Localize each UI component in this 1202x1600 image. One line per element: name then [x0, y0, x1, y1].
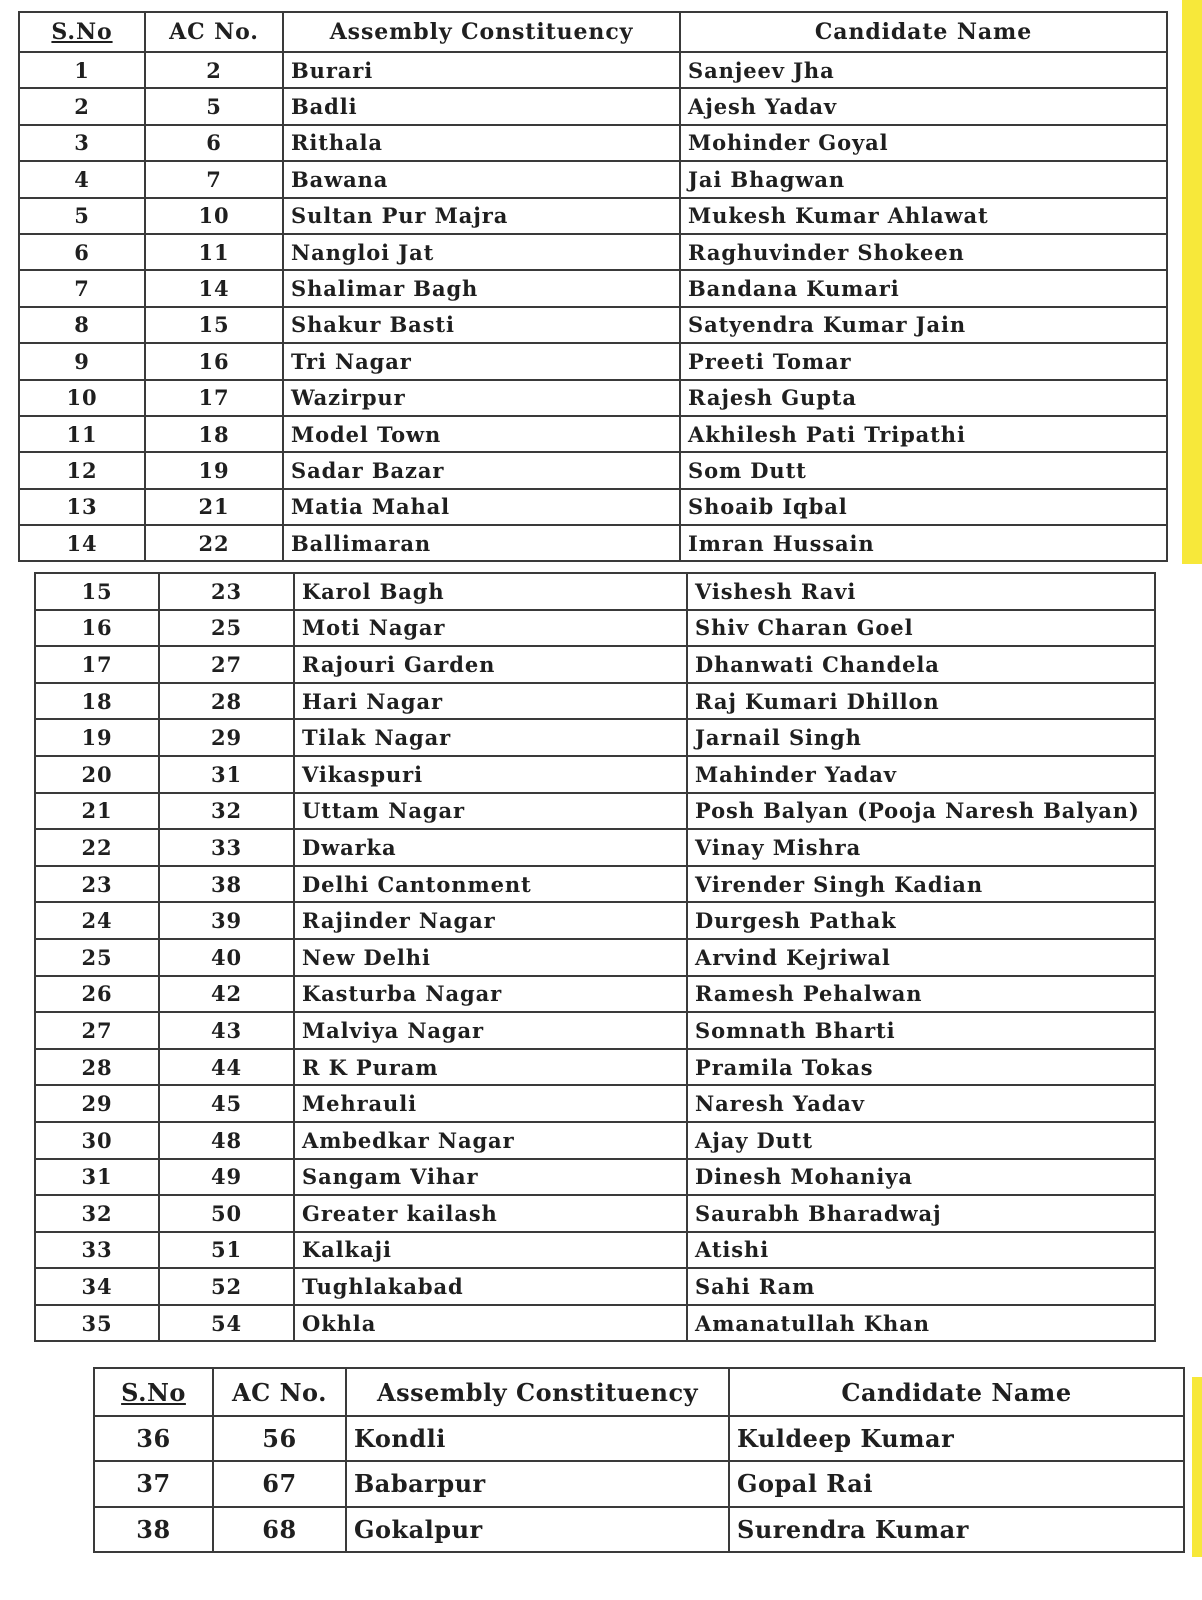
constituency-cell: Karol Bagh	[294, 573, 687, 610]
candidate-cell: Jai Bhagwan	[680, 161, 1167, 197]
ac-no-cell: 67	[213, 1461, 346, 1506]
candidate-cell: Virender Singh Kadian	[687, 866, 1155, 903]
table-row	[35, 866, 1155, 903]
ac-no-cell: 16	[145, 343, 283, 379]
constituency-cell: Tilak Nagar	[294, 719, 687, 756]
sno-cell: 27	[35, 1012, 159, 1049]
table-row	[19, 125, 1167, 161]
constituency-cell: Sultan Pur Majra	[283, 198, 680, 234]
ac-no-cell: 50	[159, 1195, 294, 1232]
sno-cell: 31	[35, 1159, 159, 1196]
header-ac-no: AC No.	[145, 12, 283, 52]
constituency-cell: Burari	[283, 52, 680, 88]
candidate-cell: Vishesh Ravi	[687, 573, 1155, 610]
constituency-cell: Gokalpur	[346, 1507, 729, 1552]
table-row	[35, 1232, 1155, 1269]
constituency-cell: Kasturba Nagar	[294, 976, 687, 1013]
sno-cell: 3	[19, 125, 145, 161]
sno-cell: 25	[35, 939, 159, 976]
candidate-cell: Posh Balyan (Pooja Naresh Balyan)	[687, 793, 1155, 830]
constituency-cell: Delhi Cantonment	[294, 866, 687, 903]
header-sno: S.No	[19, 12, 145, 52]
candidate-cell: Raj Kumari Dhillon	[687, 683, 1155, 720]
table-row	[35, 1012, 1155, 1049]
sno-cell: 7	[19, 270, 145, 306]
constituency-cell: Babarpur	[346, 1461, 729, 1506]
constituency-cell: Hari Nagar	[294, 683, 687, 720]
table-row	[19, 343, 1167, 379]
candidate-cell: Sanjeev Jha	[680, 52, 1167, 88]
ac-no-cell: 42	[159, 976, 294, 1013]
constituency-cell: Sadar Bazar	[283, 452, 680, 488]
table-row	[19, 452, 1167, 488]
header-candidate: Candidate Name	[680, 12, 1167, 52]
constituency-cell: Sangam Vihar	[294, 1159, 687, 1196]
candidate-cell: Naresh Yadav	[687, 1085, 1155, 1122]
ac-no-cell: 23	[159, 573, 294, 610]
candidate-cell: Som Dutt	[680, 452, 1167, 488]
table-row	[19, 234, 1167, 270]
ac-no-cell: 14	[145, 270, 283, 306]
ac-no-cell: 54	[159, 1305, 294, 1342]
table-row	[35, 902, 1155, 939]
table-row	[19, 88, 1167, 124]
ac-no-cell: 25	[159, 610, 294, 647]
candidate-cell: Akhilesh Pati Tripathi	[680, 416, 1167, 452]
candidate-cell: Shiv Charan Goel	[687, 610, 1155, 647]
sno-cell: 20	[35, 756, 159, 793]
table-row	[35, 1268, 1155, 1305]
table-row	[19, 307, 1167, 343]
ac-no-cell: 39	[159, 902, 294, 939]
candidate-cell: Ramesh Pehalwan	[687, 976, 1155, 1013]
table-row	[19, 52, 1167, 88]
constituency-cell: Shakur Basti	[283, 307, 680, 343]
sno-cell: 19	[35, 719, 159, 756]
constituency-cell: Vikaspuri	[294, 756, 687, 793]
yellow-edge-stripe-top	[1182, 0, 1202, 564]
header-constituency: Assembly Constituency	[283, 12, 680, 52]
constituency-cell: Rithala	[283, 125, 680, 161]
table-row	[35, 1305, 1155, 1342]
ac-no-cell: 28	[159, 683, 294, 720]
table-row	[19, 270, 1167, 306]
table-row	[35, 793, 1155, 830]
table-row	[35, 646, 1155, 683]
ac-no-cell: 6	[145, 125, 283, 161]
constituency-cell: Kondli	[346, 1416, 729, 1461]
candidate-cell: Mukesh Kumar Ahlawat	[680, 198, 1167, 234]
table-body	[35, 573, 1155, 1341]
table-row	[35, 829, 1155, 866]
candidate-table-3	[93, 1367, 1185, 1553]
table-row	[35, 683, 1155, 720]
sno-cell: 32	[35, 1195, 159, 1232]
ac-no-cell: 31	[159, 756, 294, 793]
constituency-cell: Okhla	[294, 1305, 687, 1342]
candidate-cell: Bandana Kumari	[680, 270, 1167, 306]
ac-no-cell: 68	[213, 1507, 346, 1552]
constituency-cell: Ballimaran	[283, 525, 680, 561]
sno-cell: 6	[19, 234, 145, 270]
ac-no-cell: 10	[145, 198, 283, 234]
ac-no-cell: 49	[159, 1159, 294, 1196]
candidate-cell: Raghuvinder Shokeen	[680, 234, 1167, 270]
table-header-row	[19, 12, 1167, 52]
sno-cell: 22	[35, 829, 159, 866]
table-row	[35, 719, 1155, 756]
sno-cell: 28	[35, 1049, 159, 1086]
table-row	[19, 525, 1167, 561]
table-row	[35, 1122, 1155, 1159]
ac-no-cell: 11	[145, 234, 283, 270]
constituency-cell: Malviya Nagar	[294, 1012, 687, 1049]
table-row	[94, 1461, 1184, 1506]
constituency-cell: Dwarka	[294, 829, 687, 866]
sno-cell: 18	[35, 683, 159, 720]
sno-cell: 16	[35, 610, 159, 647]
candidate-cell: Pramila Tokas	[687, 1049, 1155, 1086]
constituency-cell: Bawana	[283, 161, 680, 197]
table-body	[94, 1416, 1184, 1552]
constituency-cell: Nangloi Jat	[283, 234, 680, 270]
ac-no-cell: 29	[159, 719, 294, 756]
sno-cell: 33	[35, 1232, 159, 1269]
sno-cell: 8	[19, 307, 145, 343]
constituency-cell: Rajinder Nagar	[294, 902, 687, 939]
sno-cell: 30	[35, 1122, 159, 1159]
candidate-cell: Imran Hussain	[680, 525, 1167, 561]
sno-cell: 37	[94, 1461, 213, 1506]
constituency-cell: Greater kailash	[294, 1195, 687, 1232]
sno-cell: 1	[19, 52, 145, 88]
table-row	[35, 573, 1155, 610]
sno-cell: 10	[19, 380, 145, 416]
constituency-cell: Model Town	[283, 416, 680, 452]
table-row	[35, 1195, 1155, 1232]
sno-cell: 38	[94, 1507, 213, 1552]
candidate-cell: Amanatullah Khan	[687, 1305, 1155, 1342]
ac-no-cell: 17	[145, 380, 283, 416]
sno-cell: 26	[35, 976, 159, 1013]
sno-cell: 9	[19, 343, 145, 379]
ac-no-cell: 15	[145, 307, 283, 343]
table-row	[94, 1507, 1184, 1552]
constituency-cell: R K Puram	[294, 1049, 687, 1086]
sno-cell: 11	[19, 416, 145, 452]
candidate-cell: Preeti Tomar	[680, 343, 1167, 379]
candidate-cell: Arvind Kejriwal	[687, 939, 1155, 976]
constituency-cell: Wazirpur	[283, 380, 680, 416]
candidate-cell: Saurabh Bharadwaj	[687, 1195, 1155, 1232]
candidate-cell: Shoaib Iqbal	[680, 489, 1167, 525]
sno-cell: 24	[35, 902, 159, 939]
constituency-cell: Shalimar Bagh	[283, 270, 680, 306]
constituency-cell: Tri Nagar	[283, 343, 680, 379]
table-row	[19, 198, 1167, 234]
sno-cell: 29	[35, 1085, 159, 1122]
table-row	[94, 1416, 1184, 1461]
candidate-cell: Atishi	[687, 1232, 1155, 1269]
candidate-cell: Mahinder Yadav	[687, 756, 1155, 793]
ac-no-cell: 52	[159, 1268, 294, 1305]
ac-no-cell: 33	[159, 829, 294, 866]
candidate-table-2	[34, 572, 1156, 1342]
candidate-cell: Mohinder Goyal	[680, 125, 1167, 161]
sno-cell: 23	[35, 866, 159, 903]
ac-no-cell: 7	[145, 161, 283, 197]
table-row	[19, 380, 1167, 416]
candidate-cell: Kuldeep Kumar	[729, 1416, 1184, 1461]
constituency-cell: Uttam Nagar	[294, 793, 687, 830]
header-sno: S.No	[94, 1368, 213, 1416]
sno-cell: 2	[19, 88, 145, 124]
constituency-cell: Tughlakabad	[294, 1268, 687, 1305]
table-row	[35, 1159, 1155, 1196]
sno-cell: 35	[35, 1305, 159, 1342]
table-row	[35, 1049, 1155, 1086]
candidate-cell: Sahi Ram	[687, 1268, 1155, 1305]
sno-cell: 15	[35, 573, 159, 610]
candidate-cell: Vinay Mishra	[687, 829, 1155, 866]
ac-no-cell: 43	[159, 1012, 294, 1049]
ac-no-cell: 22	[145, 525, 283, 561]
ac-no-cell: 51	[159, 1232, 294, 1269]
table-body	[19, 52, 1167, 561]
table-row	[19, 161, 1167, 197]
candidate-cell: Ajay Dutt	[687, 1122, 1155, 1159]
sno-cell: 17	[35, 646, 159, 683]
yellow-edge-stripe-bottom	[1192, 1377, 1202, 1557]
sno-cell: 4	[19, 161, 145, 197]
table-row	[19, 489, 1167, 525]
table-row	[19, 416, 1167, 452]
constituency-cell: Badli	[283, 88, 680, 124]
candidate-cell: Gopal Rai	[729, 1461, 1184, 1506]
header-ac-no: AC No.	[213, 1368, 346, 1416]
constituency-cell: New Delhi	[294, 939, 687, 976]
header-candidate: Candidate Name	[729, 1368, 1184, 1416]
sno-cell: 13	[19, 489, 145, 525]
table-row	[35, 939, 1155, 976]
ac-no-cell: 5	[145, 88, 283, 124]
table-row	[35, 610, 1155, 647]
ac-no-cell: 44	[159, 1049, 294, 1086]
sno-cell: 5	[19, 198, 145, 234]
candidate-cell: Rajesh Gupta	[680, 380, 1167, 416]
constituency-cell: Kalkaji	[294, 1232, 687, 1269]
ac-no-cell: 32	[159, 793, 294, 830]
sno-cell: 21	[35, 793, 159, 830]
table-header-row	[94, 1368, 1184, 1416]
sno-cell: 34	[35, 1268, 159, 1305]
table-row	[35, 1085, 1155, 1122]
sno-cell: 12	[19, 452, 145, 488]
constituency-cell: Rajouri Garden	[294, 646, 687, 683]
constituency-cell: Moti Nagar	[294, 610, 687, 647]
header-constituency: Assembly Constituency	[346, 1368, 729, 1416]
table-row	[35, 756, 1155, 793]
constituency-cell: Matia Mahal	[283, 489, 680, 525]
candidate-cell: Ajesh Yadav	[680, 88, 1167, 124]
constituency-cell: Mehrauli	[294, 1085, 687, 1122]
ac-no-cell: 45	[159, 1085, 294, 1122]
ac-no-cell: 48	[159, 1122, 294, 1159]
ac-no-cell: 56	[213, 1416, 346, 1461]
ac-no-cell: 19	[145, 452, 283, 488]
candidate-cell: Dhanwati Chandela	[687, 646, 1155, 683]
candidate-cell: Dinesh Mohaniya	[687, 1159, 1155, 1196]
ac-no-cell: 27	[159, 646, 294, 683]
candidate-cell: Jarnail Singh	[687, 719, 1155, 756]
candidate-cell: Somnath Bharti	[687, 1012, 1155, 1049]
candidate-cell: Satyendra Kumar Jain	[680, 307, 1167, 343]
ac-no-cell: 18	[145, 416, 283, 452]
ac-no-cell: 2	[145, 52, 283, 88]
ac-no-cell: 40	[159, 939, 294, 976]
candidate-cell: Durgesh Pathak	[687, 902, 1155, 939]
constituency-cell: Ambedkar Nagar	[294, 1122, 687, 1159]
table-row	[35, 976, 1155, 1013]
ac-no-cell: 21	[145, 489, 283, 525]
sno-cell: 36	[94, 1416, 213, 1461]
candidate-cell: Surendra Kumar	[729, 1507, 1184, 1552]
candidate-table-1	[18, 11, 1168, 562]
ac-no-cell: 38	[159, 866, 294, 903]
sno-cell: 14	[19, 525, 145, 561]
